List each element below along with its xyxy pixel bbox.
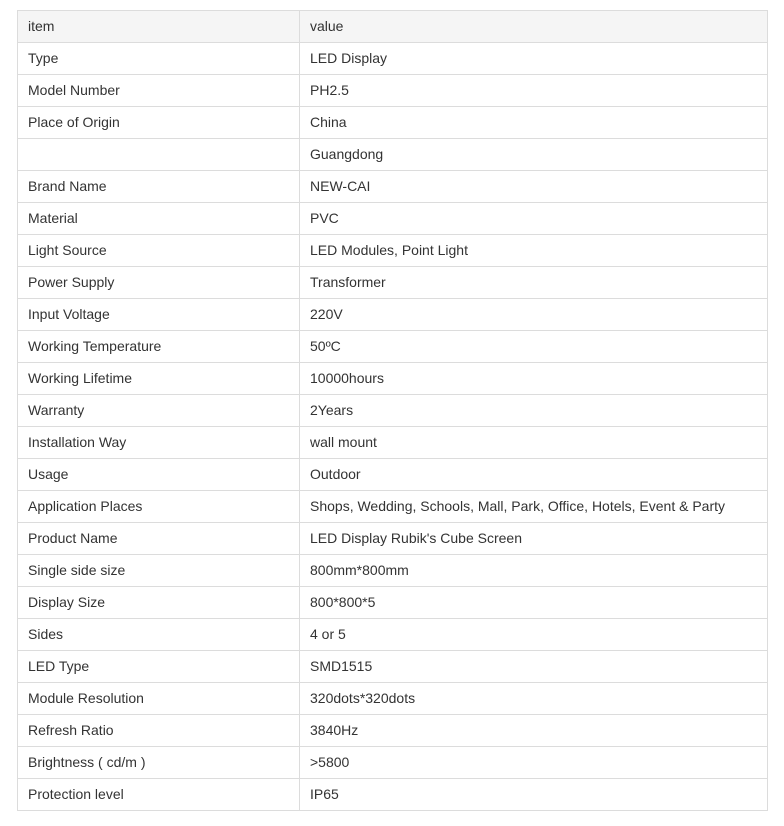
item-cell: Brightness ( cd/m ) <box>18 747 300 779</box>
table-row <box>18 651 768 683</box>
item-cell: Input Voltage <box>18 299 300 331</box>
value-cell: NEW-CAI <box>300 171 768 203</box>
item-cell: Model Number <box>18 75 300 107</box>
table-row <box>18 779 768 811</box>
table-row <box>18 139 768 171</box>
value-cell: 3840Hz <box>300 715 768 747</box>
table-row <box>18 587 768 619</box>
item-cell: Protection level <box>18 779 300 811</box>
item-cell: Single side size <box>18 555 300 587</box>
item-cell: LED Type <box>18 651 300 683</box>
table-row <box>18 171 768 203</box>
value-cell: 320dots*320dots <box>300 683 768 715</box>
table-row <box>18 267 768 299</box>
table-row <box>18 107 768 139</box>
table-row <box>18 747 768 779</box>
table-row <box>18 523 768 555</box>
value-cell: 800*800*5 <box>300 587 768 619</box>
value-cell: PH2.5 <box>300 75 768 107</box>
table-header-row <box>18 11 768 43</box>
value-cell: LED Display <box>300 43 768 75</box>
spec-table-body <box>18 11 768 811</box>
value-cell: 50ºC <box>300 331 768 363</box>
value-cell: 10000hours <box>300 363 768 395</box>
item-cell: Warranty <box>18 395 300 427</box>
value-cell: Transformer <box>300 267 768 299</box>
item-cell: Working Lifetime <box>18 363 300 395</box>
item-cell: Light Source <box>18 235 300 267</box>
value-cell: >5800 <box>300 747 768 779</box>
value-cell: Outdoor <box>300 459 768 491</box>
table-row <box>18 203 768 235</box>
item-cell: Working Temperature <box>18 331 300 363</box>
table-row <box>18 43 768 75</box>
value-cell: 4 or 5 <box>300 619 768 651</box>
item-cell: Brand Name <box>18 171 300 203</box>
item-cell <box>18 139 300 171</box>
value-cell: 800mm*800mm <box>300 555 768 587</box>
value-cell: wall mount <box>300 427 768 459</box>
table-row <box>18 363 768 395</box>
value-cell: LED Modules, Point Light <box>300 235 768 267</box>
value-cell: LED Display Rubik's Cube Screen <box>300 523 768 555</box>
value-cell: 220V <box>300 299 768 331</box>
value-cell: 2Years <box>300 395 768 427</box>
item-cell: Type <box>18 43 300 75</box>
item-cell: Display Size <box>18 587 300 619</box>
value-cell: China <box>300 107 768 139</box>
value-cell: Guangdong <box>300 139 768 171</box>
table-row <box>18 235 768 267</box>
table-row <box>18 75 768 107</box>
header-item-cell: item <box>18 11 300 43</box>
item-cell: Material <box>18 203 300 235</box>
table-row <box>18 715 768 747</box>
item-cell: Place of Origin <box>18 107 300 139</box>
value-cell: IP65 <box>300 779 768 811</box>
item-cell: Installation Way <box>18 427 300 459</box>
table-row <box>18 555 768 587</box>
item-cell: Module Resolution <box>18 683 300 715</box>
table-row <box>18 683 768 715</box>
table-row <box>18 491 768 523</box>
table-row <box>18 427 768 459</box>
value-cell: SMD1515 <box>300 651 768 683</box>
item-cell: Usage <box>18 459 300 491</box>
spec-table <box>17 10 768 811</box>
table-row <box>18 459 768 491</box>
table-row <box>18 619 768 651</box>
item-cell: Application Places <box>18 491 300 523</box>
value-cell: PVC <box>300 203 768 235</box>
table-row <box>18 331 768 363</box>
item-cell: Refresh Ratio <box>18 715 300 747</box>
table-row <box>18 299 768 331</box>
item-cell: Sides <box>18 619 300 651</box>
value-cell: Shops, Wedding, Schools, Mall, Park, Office, Hotels, Event & Party <box>300 491 768 523</box>
header-value-cell: value <box>300 11 768 43</box>
item-cell: Product Name <box>18 523 300 555</box>
table-row <box>18 395 768 427</box>
item-cell: Power Supply <box>18 267 300 299</box>
